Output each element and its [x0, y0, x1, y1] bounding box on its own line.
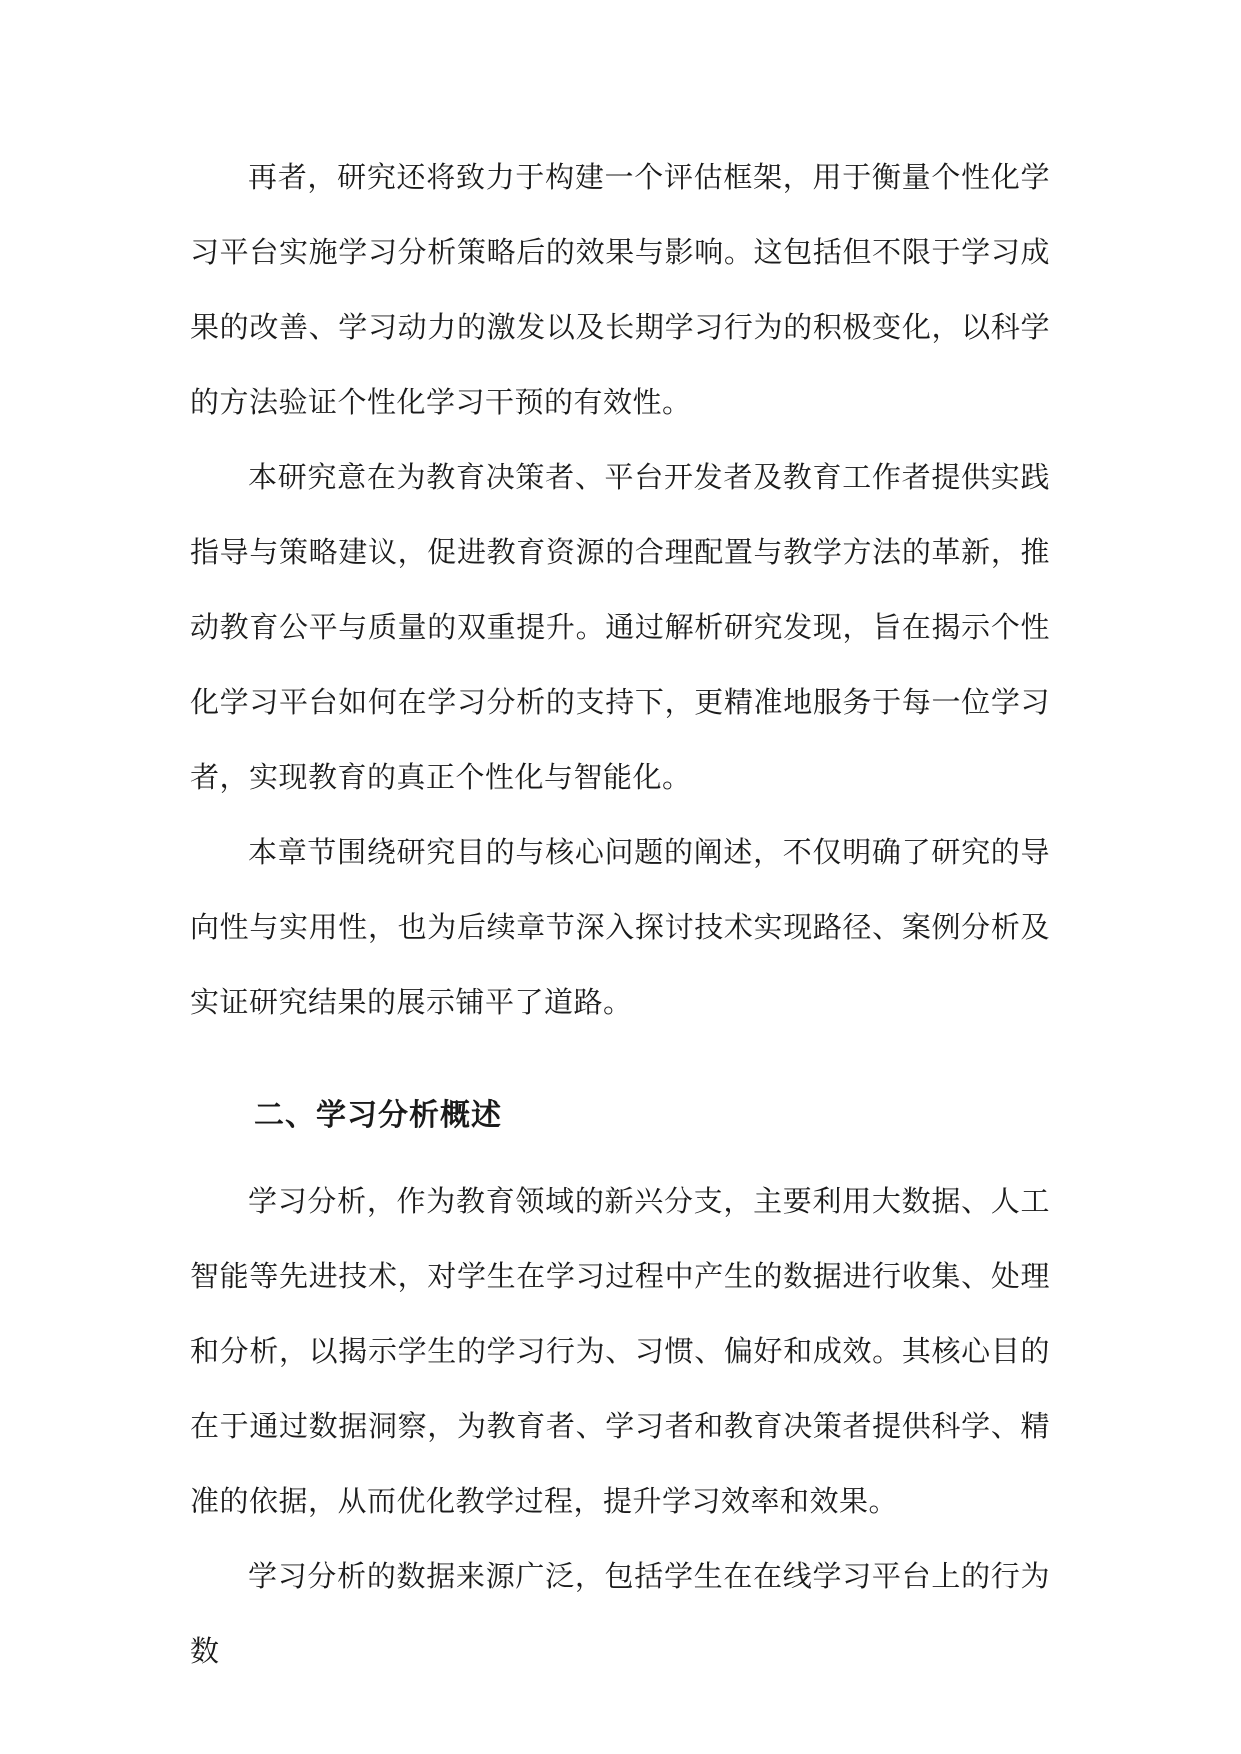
- document-body: [190, 140, 1050, 1689]
- paragraph: 再者，研究还将致力于构建一个评估框架，用于衡量个性化学习平台实施学习分析策略后的效果与影响。这包括但不限于学习成果的改善、学习动力的激发以及长期学习行为的积极变化，以科学的方法验证个性化学习干预的有效性。: [190, 160, 1050, 419]
- paragraph: 学习分析，作为教育领域的新兴分支，主要利用大数据、人工智能等先进技术，对学生在学习过程中产生的数据进行收集、处理和分析，以揭示学生的学习行为、习惯、偏好和成效。其核心目的在于通过数据洞察，为教育者、学习者和教育决策者提供科学、精准的依据，从而优化教学过程，提升学习效率和效果。: [190, 1184, 1050, 1518]
- paragraph: 本章节围绕研究目的与核心问题的阐述，不仅明确了研究的导向性与实用性，也为后续章节深入探讨技术实现路径、案例分析及实证研究结果的展示铺平了道路。: [190, 835, 1050, 1019]
- section-heading: 二、学习分析概述: [254, 1098, 502, 1133]
- paragraph: 学习分析的数据来源广泛，包括学生在在线学习平台上的行为数: [190, 1559, 1050, 1668]
- paragraph: 本研究意在为教育决策者、平台开发者及教育工作者提供实践指导与策略建议，促进教育资源的合理配置与教学方法的革新，推动教育公平与质量的双重提升。通过解析研究发现，旨在揭示个性化学习平台如何在学习分析的支持下，更精准地服务于每一位学习者，实现教育的真正个性化与智能化。: [190, 460, 1050, 794]
